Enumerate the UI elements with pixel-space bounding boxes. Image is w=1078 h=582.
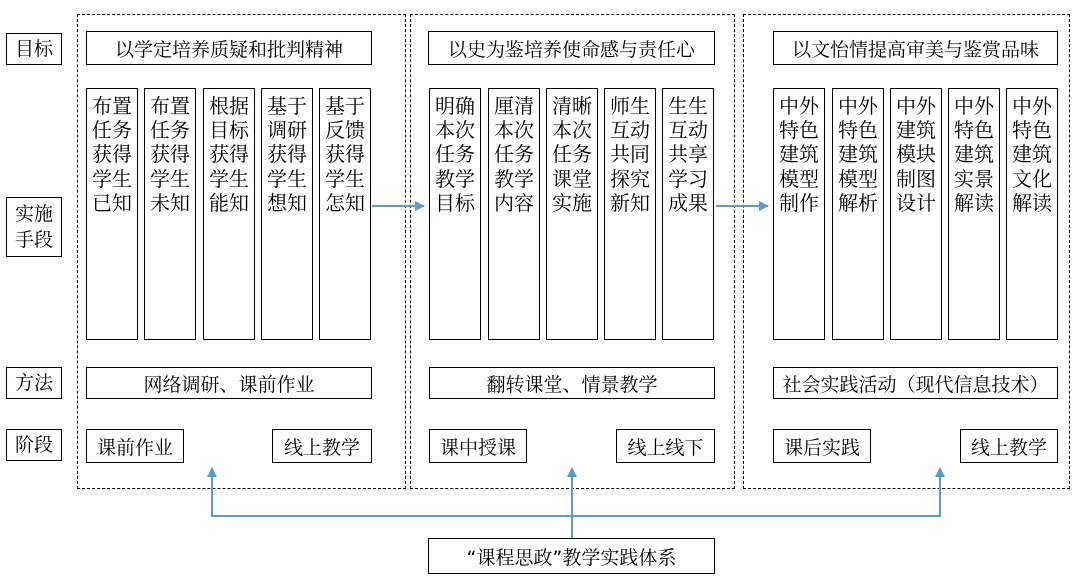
means-box-3-3: 中外建筑模块制图设计: [890, 88, 942, 340]
bottom-bracket: [212, 470, 940, 516]
means-box-1-4: 基于调研获得学生想知: [261, 88, 313, 340]
row-label-means: 实施 手段: [6, 197, 62, 257]
method-box-3: 社会实践活动（现代信息技术）: [773, 367, 1058, 399]
method-box-2: 翻转课堂、情景教学: [429, 367, 715, 399]
stage-box-2-right: 线上线下: [616, 429, 715, 463]
stage-box-1-left: 课前作业: [86, 429, 184, 463]
goal-box-2: 以史为鉴培养使命感与责任心: [428, 31, 715, 65]
means-box-1-2: 布置任务获得学生未知: [144, 88, 196, 340]
means-box-1-5: 基于反馈获得学生怎知: [319, 88, 371, 340]
goal-box-3: 以文怡情提高审美与鉴赏品味: [773, 31, 1058, 65]
stage-box-3-left: 课后实践: [773, 429, 871, 463]
method-box-1: 网络调研、课前作业: [86, 367, 372, 399]
means-box-2-5: 生生互动共享学习成果: [662, 88, 714, 340]
means-box-1-3: 根据目标获得学生能知: [203, 88, 255, 340]
stage-box-2-left: 课中授课: [429, 429, 527, 463]
means-box-2-2: 厘清本次任务教学内容: [488, 88, 540, 340]
means-box-2-3: 清晰本次任务课堂实施: [546, 88, 598, 340]
means-box-2-1: 明确本次任务教学目标: [429, 88, 481, 340]
stage-box-3-right: 线上教学: [960, 429, 1058, 463]
system-title-box: “课程思政”教学实践体系: [428, 538, 715, 574]
stage-box-1-right: 线上教学: [272, 429, 372, 463]
row-label-method: 方法: [6, 367, 62, 399]
means-box-3-4: 中外特色建筑实景解读: [948, 88, 1000, 340]
means-box-1-1: 布置任务获得学生已知: [86, 88, 138, 340]
means-box-2-4: 师生互动共同探究新知: [604, 88, 656, 340]
goal-box-1: 以学定培养质疑和批判精神: [86, 31, 372, 65]
means-box-3-5: 中外特色建筑文化解读: [1006, 88, 1058, 340]
means-box-3-1: 中外特色建筑模型制作: [773, 88, 825, 340]
means-box-3-2: 中外特色建筑模型解析: [832, 88, 884, 340]
row-label-goal: 目标: [6, 33, 62, 65]
row-label-stage: 阶段: [6, 429, 62, 461]
